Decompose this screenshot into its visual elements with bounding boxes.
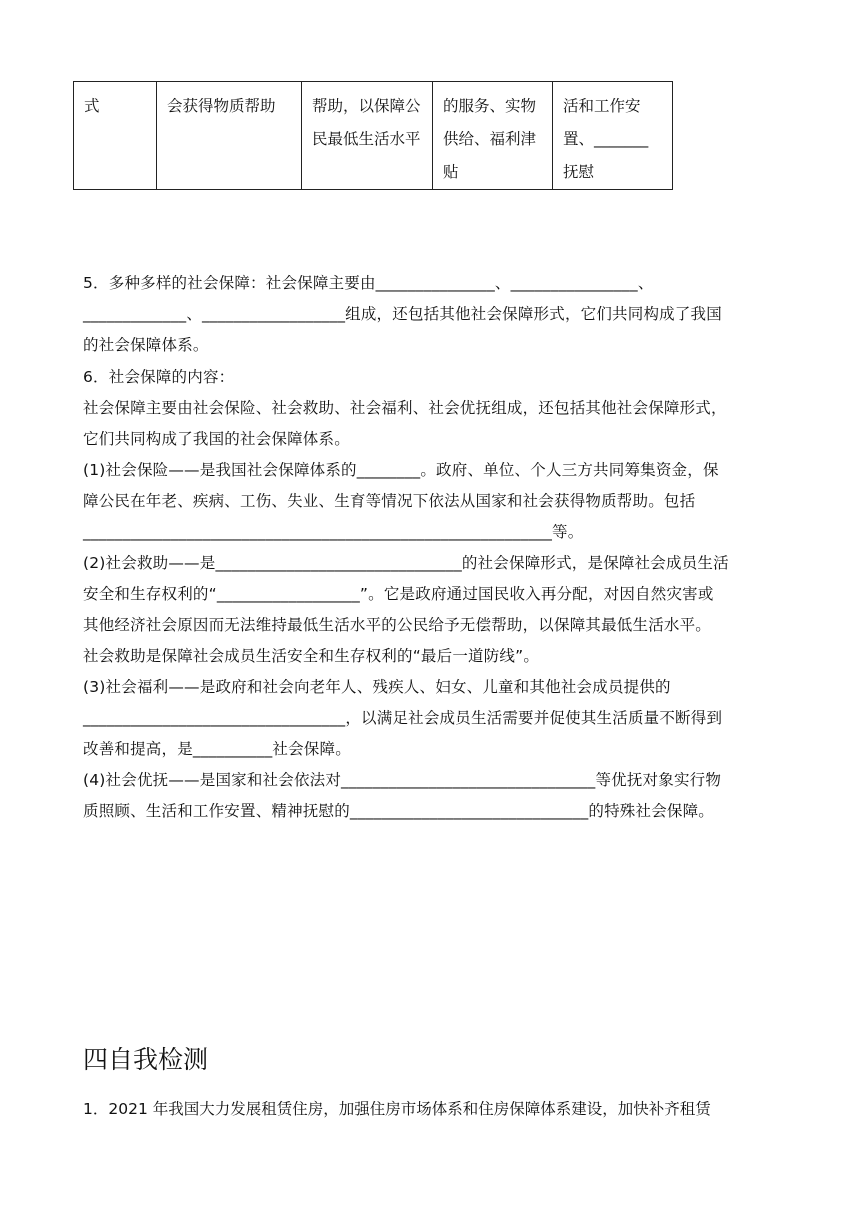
item-4-line-2: 质照顾、生活和工作安置、精神抚慰的______________________________的特殊社会保障。 [83, 802, 715, 820]
item-4-line-1: (4)社会优抚——是国家和社会依法对________________________________等优抚对象实行物 [83, 771, 722, 789]
item-3-line-2: _________________________________，以满足社会成员生活需要并促使其生活质量不断得到 [83, 709, 723, 727]
table-cell: 帮助，以保障公民最低生活水平 [302, 82, 433, 190]
table-row [74, 82, 673, 190]
item-1-line-1: (1)社会保险——是我国社会保障体系的________。政府、单位、个人三方共同筹集资金，保 [83, 461, 719, 479]
section-6-intro-1: 社会保障主要由社会保险、社会救助、社会福利、社会优抚组成，还包括其他社会保障形式， [83, 399, 727, 417]
section-heading: 四自我检测 [83, 1045, 209, 1074]
section-5 [83, 268, 779, 361]
section-5-line-3: 的社会保障体系。 [83, 336, 209, 354]
section-6 [83, 362, 779, 827]
item-2-line-2: 安全和生存权利的“__________________”。它是政府通过国民收入再分配，对因自然灾害或 [83, 585, 714, 603]
section-5-line-1: 5．多种多样的社会保障：社会保障主要由_______________、________________、 [83, 274, 654, 292]
item-3-line-1: (3)社会福利——是政府和社会向老年人、残疾人、妇女、儿童和其他社会成员提供的 [83, 678, 671, 696]
section-6-intro-2: 它们共同构成了我国的社会保障体系。 [83, 430, 350, 448]
table-cell: 会获得物质帮助 [157, 82, 302, 190]
question-1: 1．2021 年我国大力发展租赁住房，加强住房市场体系和住房保障体系建设，加快补齐租赁 [83, 1100, 711, 1118]
social-security-table [73, 81, 673, 190]
table-cell: 式 [74, 82, 157, 190]
table-cell: 的服务、实物供给、福利津贴 [433, 82, 553, 190]
table-cell: 活和工作安置、_______抚慰 [553, 82, 673, 190]
item-2-line-1: (2)社会救助——是_______________________________的社会保障形式，是保障社会成员生活 [83, 554, 729, 572]
section-5-line-2: _____________、__________________组成，还包括其他社会保障形式，它们共同构成了我国 [83, 305, 722, 323]
item-3-line-3: 改善和提高，是__________社会保障。 [83, 740, 351, 758]
item-2-line-4: 社会救助是保障社会成员生活安全和生存权利的“最后一道防线”。 [83, 647, 540, 665]
section-6-title: 6．社会保障的内容： [83, 368, 235, 386]
item-1-line-3: ___________________________________________________________等。 [83, 523, 584, 541]
item-2-line-3: 其他经济社会原因而无法维持最低生活水平的公民给予无偿帮助，以保障其最低生活水平。 [83, 616, 712, 634]
item-1-line-2: 障公民在年老、疾病、工伤、失业、生育等情况下依法从国家和社会获得物质帮助。包括 [83, 492, 696, 510]
